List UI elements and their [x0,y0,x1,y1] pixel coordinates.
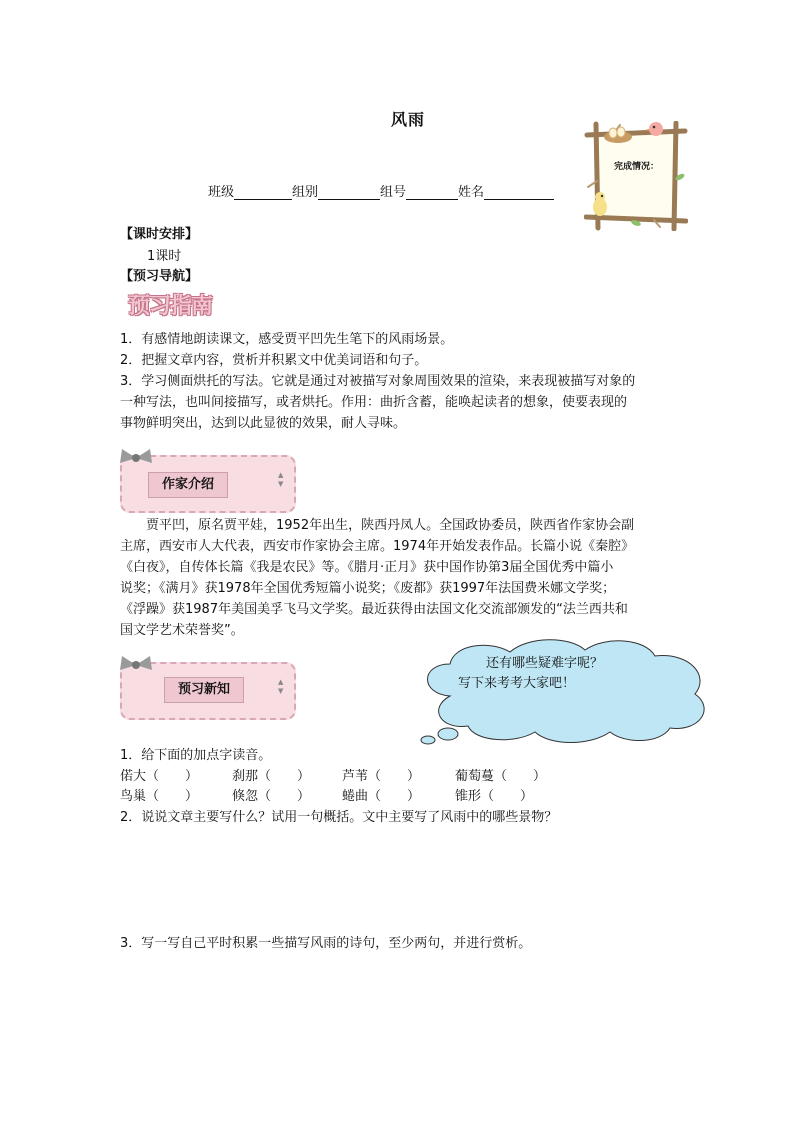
name-label: 姓名 [458,185,485,200]
pinyin-item[interactable]: 倏忽（ ） [232,789,311,804]
schedule-heading: 【课时安排】 [120,227,199,242]
student-info-row [208,181,554,200]
pinyin-item[interactable]: 偌大（ ） [120,769,199,784]
cloud-line-2: 写下来考考大家吧！ [458,676,576,691]
author-intro-label: 作家介绍 [148,472,228,498]
author-line-6: 国文学艺术荣誉奖”。 [120,623,244,638]
pinyin-row-2 [0,785,794,803]
question-3: 3．写一写自己平时积累一些描写风雨的诗句，至少两句，并进行赏析。 [120,936,532,951]
completion-frame [584,121,688,231]
preview-item-3: 3．学习侧面烘托的写法。它就是通过对被描写对象周围效果的渲染，来表现被描写对象的 [120,374,636,389]
twig-frame-icon [584,121,688,231]
cloud-line-1: 还有哪些疑难字呢？ [486,656,604,671]
scroll-arrows-icon: ▲ ▼ [278,678,284,695]
preview-guide-art: 预习指南 [128,294,213,319]
name-blank[interactable] [484,185,554,200]
answer-area-2[interactable] [120,826,680,926]
number-blank[interactable] [406,185,458,200]
author-line-2: 主席，西安市人大代表，西安市作家协会主席。1974年开始发表作品。长篇小说《秦腔》 [120,539,635,554]
pinyin-item[interactable]: 锥形（ ） [455,789,534,804]
preview-item-1: 1．有感情地朗读课文，感受贾平凹先生笔下的风雨场景。 [120,332,454,347]
preview-item-3-cont-2: 事物鲜明突出，达到以此显彼的效果，耐人寻味。 [120,416,407,431]
preview-heading: 【预习导航】 [120,269,199,284]
pinyin-row-1 [0,765,794,783]
group-label: 组别 [292,185,319,200]
pinyin-item[interactable]: 刹那（ ） [232,769,311,784]
class-label: 班级 [208,185,235,200]
new-knowledge-label: 预习新知 [164,677,244,703]
author-line-1: 贾平凹，原名贾平娃，1952年出生，陕西丹凤人。全国政协委员，陕西省作家协会副 [146,518,635,533]
thought-cloud [410,636,720,746]
bow-icon [118,447,154,469]
group-blank[interactable] [318,185,380,200]
question-1: 1．给下面的加点字读音。 [120,748,272,763]
pinyin-item[interactable]: 葡萄蔓（ ） [455,769,547,784]
scroll-arrows-icon: ▲ ▼ [278,471,284,488]
schedule-value: 1课时 [147,249,182,264]
pinyin-item[interactable]: 蜷曲（ ） [342,789,421,804]
question-2: 2．说说文章主要写什么？试用一句概括。文中主要写了风雨中的哪些景物？ [120,810,558,825]
author-line-5: 《浮躁》获1987年美国美孚飞马文学奖。最近获得由法国文化交流部颁发的“法兰西共和 [120,602,628,617]
class-blank[interactable] [234,185,292,200]
completion-label: 完成情况： [614,162,660,172]
pinyin-item[interactable]: 鸟巢（ ） [120,789,199,804]
page-title: 风雨 [391,110,426,129]
number-label: 组号 [380,185,407,200]
preview-item-3-cont-1: 一种写法，也叫间接描写，或者烘托。作用：曲折含蓄，能唤起读者的想象，使要表现的 [120,395,628,410]
preview-item-2: 2．把握文章内容，赏析并积累文中优美词语和句子。 [120,353,428,368]
answer-area-3[interactable] [120,952,680,1072]
bow-icon [118,654,154,676]
author-line-3: 《白夜》，自传体长篇《我是农民》等。《腊月·正月》获中国作协第3届全国优秀中篇小 [120,560,614,575]
author-intro-box [120,455,296,513]
pinyin-item[interactable]: 芦苇（ ） [342,769,421,784]
author-line-4: 说奖；《满月》获1978年全国优秀短篇小说奖；《废都》获1997年法国费米娜文学奖； [120,581,616,596]
new-knowledge-box [120,662,296,720]
